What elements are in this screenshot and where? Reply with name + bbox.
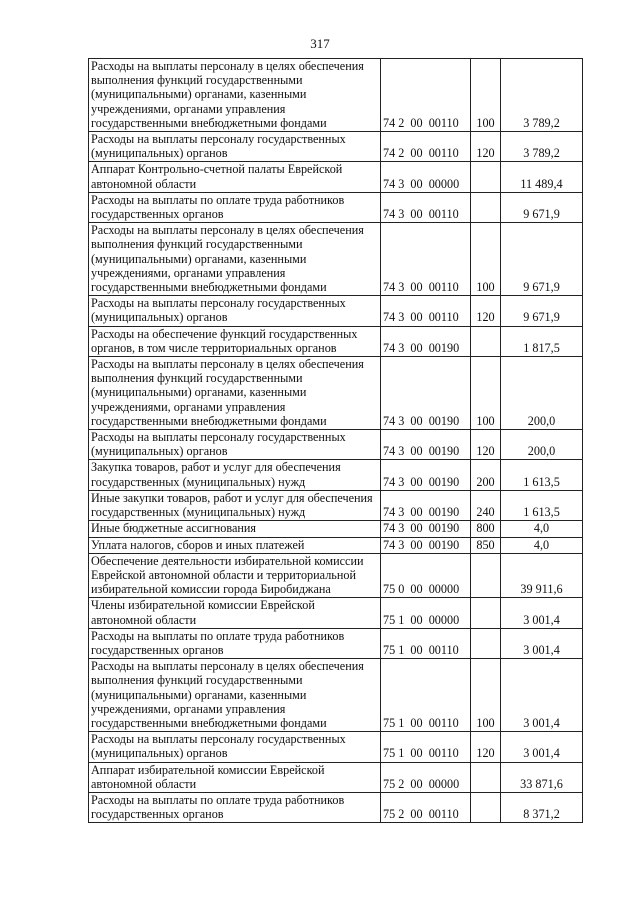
row-classification-code: 75 2 00 00000 [381, 762, 471, 792]
row-expense-type: 800 [471, 521, 501, 537]
table-row [89, 628, 583, 658]
table-row [89, 162, 583, 192]
row-expense-type: 100 [471, 223, 501, 296]
row-classification-code: 74 3 00 00190 [381, 490, 471, 520]
row-amount: 3 001,4 [501, 732, 583, 762]
row-description: Расходы на выплаты персоналу в целях обеспечения выполнения функций государственными (муниципальными) органами, казенными учреждениями, органами управления государственными внебюджетными фондами [89, 357, 381, 430]
table-row [89, 192, 583, 222]
row-description: Расходы на обеспечение функций государственных органов, в том числе территориальных органов [89, 326, 381, 356]
row-amount: 9 671,9 [501, 192, 583, 222]
row-expense-type: 850 [471, 537, 501, 553]
table-row [89, 223, 583, 296]
table-row [89, 553, 583, 598]
row-description: Расходы на выплаты по оплате труда работников государственных органов [89, 192, 381, 222]
row-classification-code: 74 3 00 00110 [381, 223, 471, 296]
row-classification-code: 74 3 00 00110 [381, 192, 471, 222]
row-classification-code: 74 3 00 00190 [381, 357, 471, 430]
table-row [89, 296, 583, 326]
row-classification-code: 74 2 00 00110 [381, 132, 471, 162]
row-amount: 39 911,6 [501, 553, 583, 598]
row-expense-type: 120 [471, 296, 501, 326]
row-expense-type [471, 792, 501, 822]
row-description: Расходы на выплаты персоналу государственных (муниципальных) органов [89, 732, 381, 762]
row-description: Члены избирательной комиссии Еврейской автономной области [89, 598, 381, 628]
budget-table [88, 58, 583, 823]
row-classification-code: 75 0 00 00000 [381, 553, 471, 598]
row-description: Расходы на выплаты персоналу в целях обеспечения выполнения функций государственными (муниципальными) органами, казенными учреждениями, органами управления государственными внебюджетными фондами [89, 223, 381, 296]
row-expense-type: 100 [471, 59, 501, 132]
row-description: Закупка товаров, работ и услуг для обеспечения государственных (муниципальных) нужд [89, 460, 381, 490]
row-expense-type: 120 [471, 732, 501, 762]
row-description: Расходы на выплаты персоналу в целях обеспечения выполнения функций государственными (муниципальными) органами, казенными учреждениями, органами управления государственными внебюджетными фондами [89, 659, 381, 732]
row-classification-code: 74 3 00 00190 [381, 521, 471, 537]
page-number: 317 [310, 36, 330, 51]
table-row [89, 537, 583, 553]
table-row [89, 357, 583, 430]
table-row [89, 521, 583, 537]
row-expense-type: 240 [471, 490, 501, 520]
row-expense-type [471, 553, 501, 598]
table-row [89, 598, 583, 628]
row-description: Обеспечение деятельности избирательной комиссии Еврейской автономной области и территориальной избирательной комиссии города Биробиджана [89, 553, 381, 598]
row-amount: 11 489,4 [501, 162, 583, 192]
row-classification-code: 74 3 00 00190 [381, 460, 471, 490]
row-description: Расходы на выплаты по оплате труда работников государственных органов [89, 628, 381, 658]
table-row [89, 732, 583, 762]
row-description: Расходы на выплаты персоналу государственных (муниципальных) органов [89, 296, 381, 326]
row-expense-type: 200 [471, 460, 501, 490]
row-expense-type: 100 [471, 357, 501, 430]
row-amount: 3 001,4 [501, 659, 583, 732]
table-row [89, 490, 583, 520]
row-expense-type [471, 762, 501, 792]
row-amount: 3 001,4 [501, 598, 583, 628]
table-row [89, 326, 583, 356]
row-classification-code: 75 2 00 00110 [381, 792, 471, 822]
row-expense-type [471, 628, 501, 658]
row-description: Уплата налогов, сборов и иных платежей [89, 537, 381, 553]
row-classification-code: 74 3 00 00000 [381, 162, 471, 192]
row-classification-code: 74 3 00 00110 [381, 296, 471, 326]
row-expense-type [471, 598, 501, 628]
budget-table-body [89, 59, 583, 823]
table-row [89, 659, 583, 732]
row-amount: 1 613,5 [501, 490, 583, 520]
row-classification-code: 74 2 00 00110 [381, 59, 471, 132]
row-classification-code: 74 3 00 00190 [381, 326, 471, 356]
row-description: Расходы на выплаты персоналу в целях обеспечения выполнения функций государственными (муниципальными) органами, казенными учреждениями, органами управления государственными внебюджетными фондами [89, 59, 381, 132]
table-row [89, 762, 583, 792]
row-amount: 9 671,9 [501, 296, 583, 326]
row-amount: 33 871,6 [501, 762, 583, 792]
row-classification-code: 74 3 00 00190 [381, 430, 471, 460]
row-amount: 3 789,2 [501, 59, 583, 132]
table-row [89, 792, 583, 822]
table-row [89, 132, 583, 162]
row-description: Иные бюджетные ассигнования [89, 521, 381, 537]
row-classification-code: 75 1 00 00000 [381, 598, 471, 628]
row-expense-type: 120 [471, 132, 501, 162]
table-row [89, 430, 583, 460]
row-amount: 4,0 [501, 521, 583, 537]
row-amount: 1 817,5 [501, 326, 583, 356]
row-amount: 9 671,9 [501, 223, 583, 296]
row-classification-code: 75 1 00 00110 [381, 732, 471, 762]
row-expense-type [471, 192, 501, 222]
row-expense-type [471, 326, 501, 356]
row-amount: 3 789,2 [501, 132, 583, 162]
row-amount: 200,0 [501, 357, 583, 430]
row-expense-type: 120 [471, 430, 501, 460]
row-amount: 8 371,2 [501, 792, 583, 822]
table-row [89, 460, 583, 490]
row-amount: 3 001,4 [501, 628, 583, 658]
row-amount: 4,0 [501, 537, 583, 553]
row-description: Расходы на выплаты персоналу государственных (муниципальных) органов [89, 132, 381, 162]
row-expense-type [471, 162, 501, 192]
row-amount: 200,0 [501, 430, 583, 460]
row-description: Аппарат Контрольно-счетной палаты Еврейской автономной области [89, 162, 381, 192]
row-amount: 1 613,5 [501, 460, 583, 490]
row-description: Аппарат избирательной комиссии Еврейской автономной области [89, 762, 381, 792]
row-classification-code: 74 3 00 00190 [381, 537, 471, 553]
row-description: Иные закупки товаров, работ и услуг для обеспечения государственных (муниципальных) нужд [89, 490, 381, 520]
row-description: Расходы на выплаты по оплате труда работников государственных органов [89, 792, 381, 822]
row-classification-code: 75 1 00 00110 [381, 628, 471, 658]
table-row [89, 59, 583, 132]
row-expense-type: 100 [471, 659, 501, 732]
row-description: Расходы на выплаты персоналу государственных (муниципальных) органов [89, 430, 381, 460]
row-classification-code: 75 1 00 00110 [381, 659, 471, 732]
